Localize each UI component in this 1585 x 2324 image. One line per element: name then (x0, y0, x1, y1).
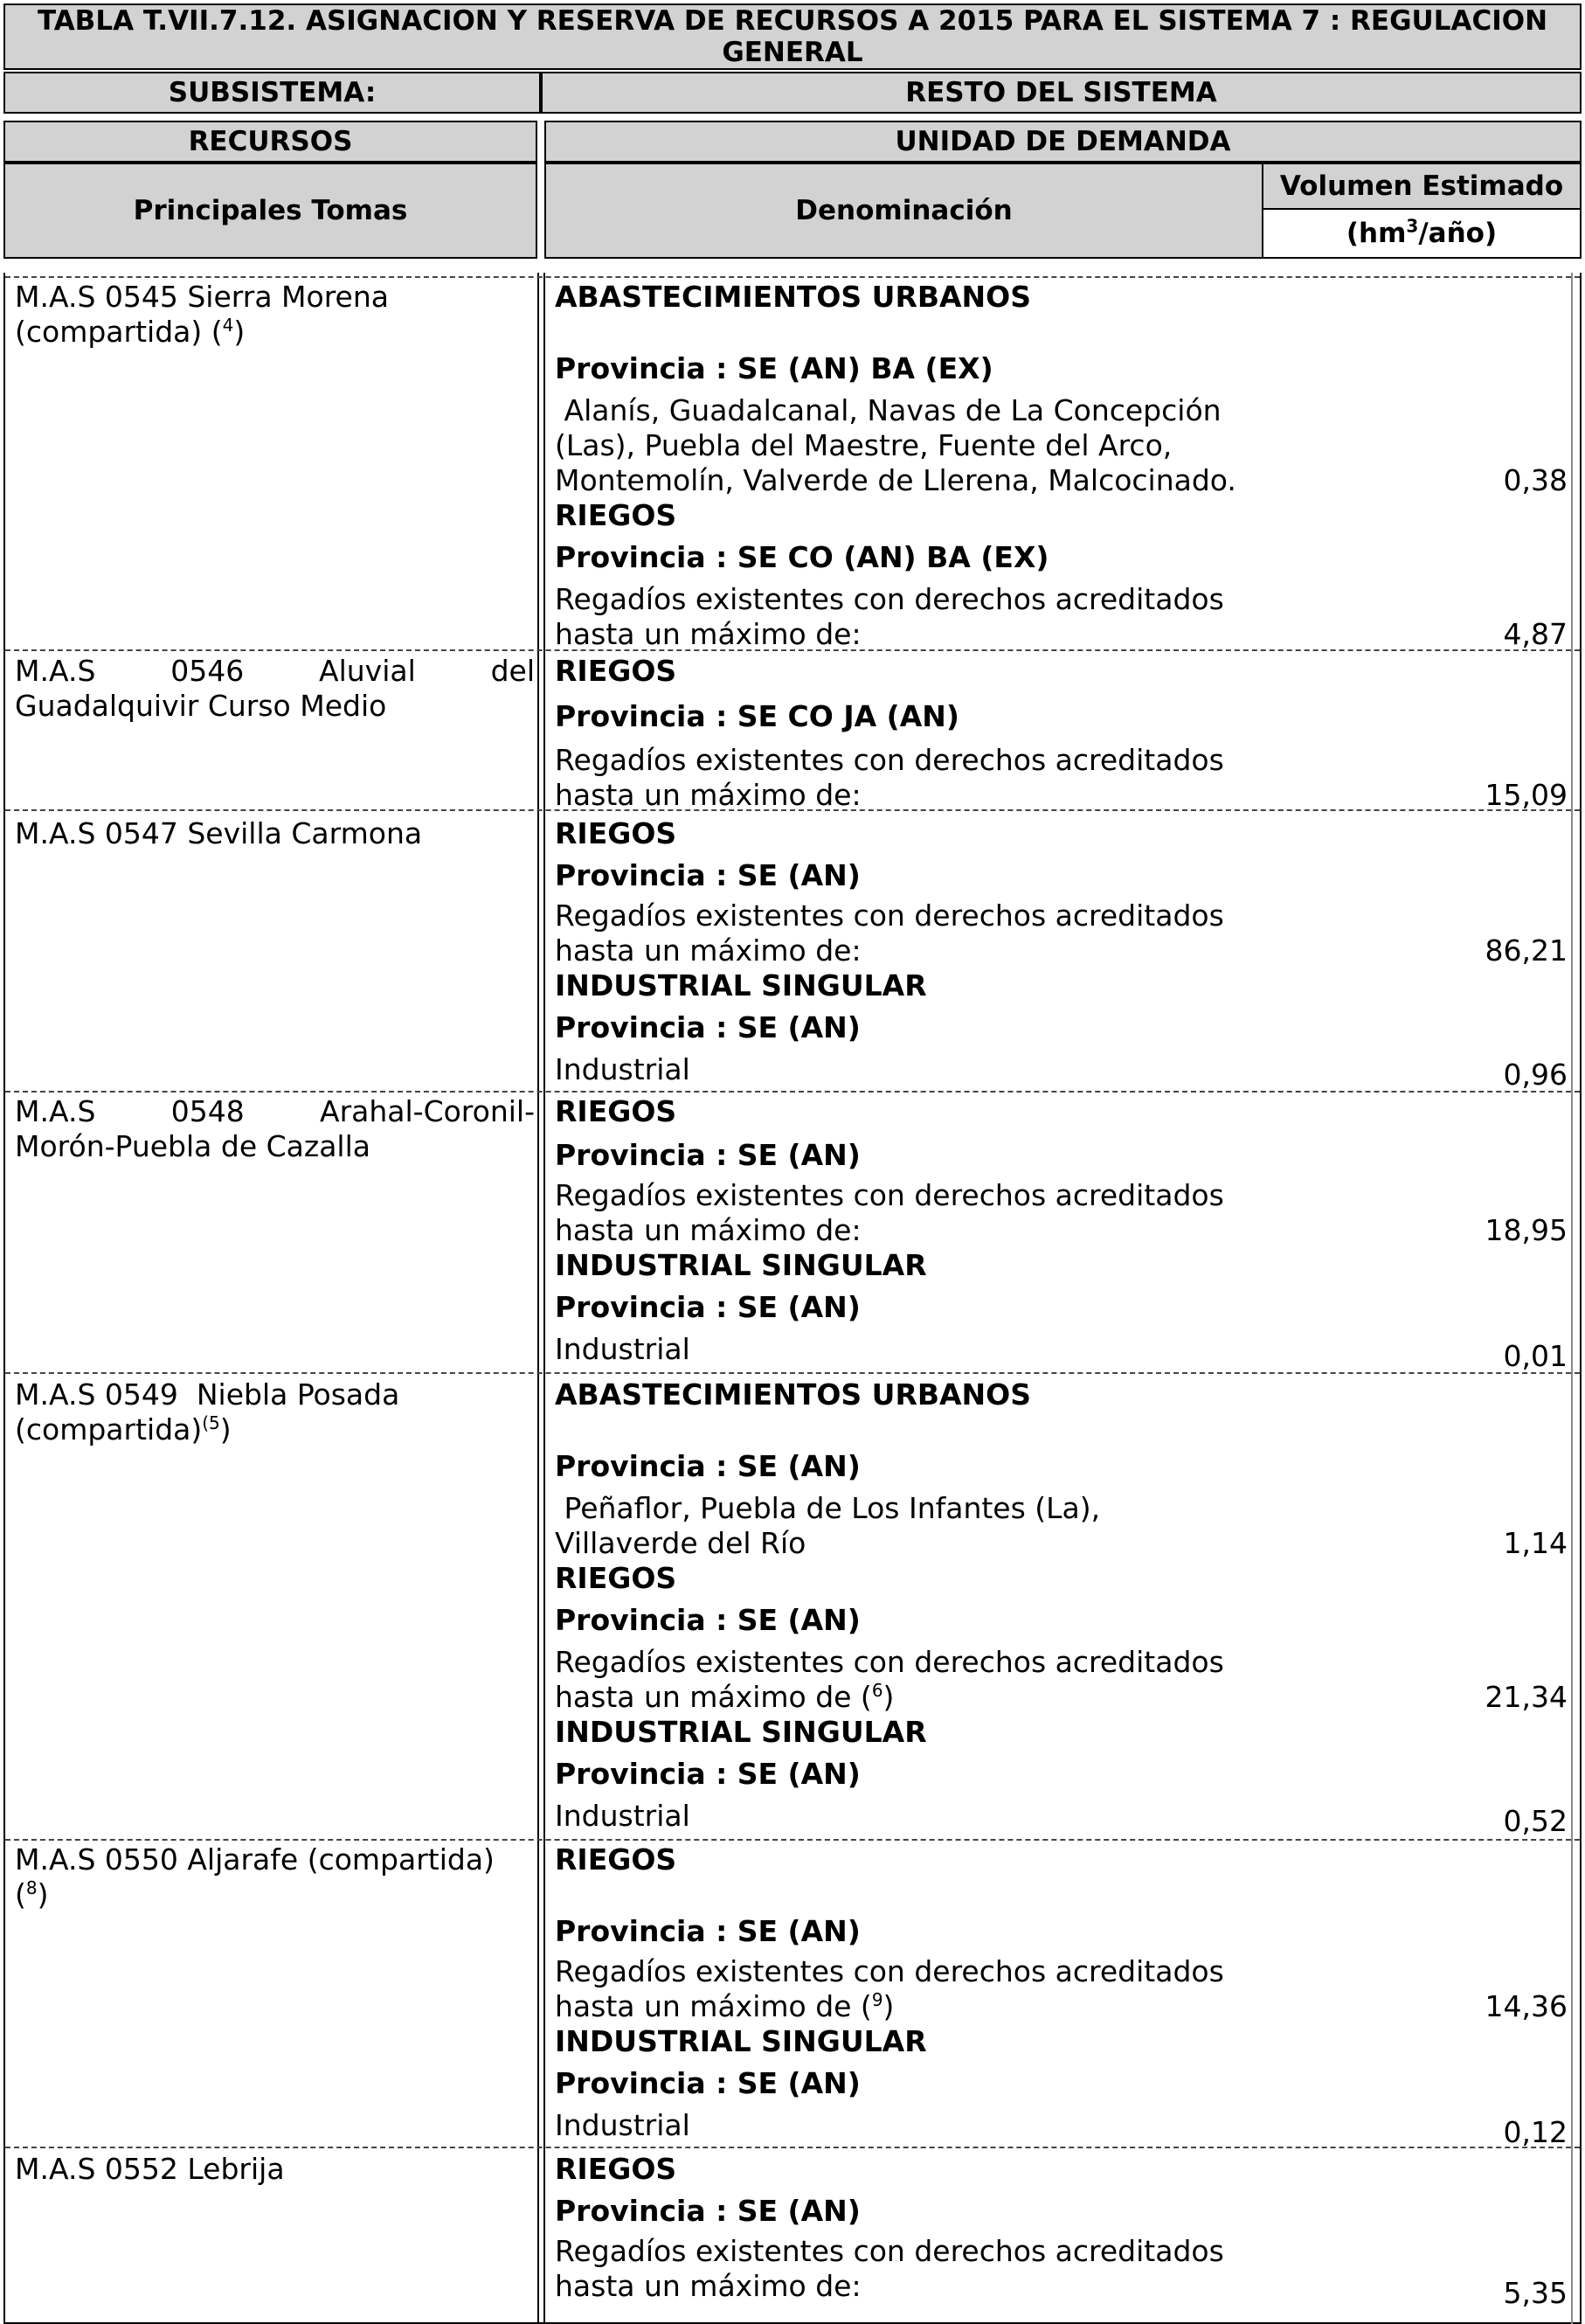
unidad-demanda-header-text: UNIDAD DE DEMANDA (895, 126, 1231, 157)
recurso-cell (15, 1094, 535, 1164)
recurso-line: M.A.S 0545 Sierra Morena (15, 280, 389, 314)
category-heading: INDUSTRIAL SINGULAR (555, 1715, 927, 1749)
category-heading: RIEGOS (555, 2152, 677, 2186)
units-header (1262, 208, 1582, 259)
row-separator (5, 1091, 1580, 1093)
description-line: Industrial (555, 2108, 690, 2142)
description-line: hasta un máximo de ($^9$) (555, 1989, 895, 2023)
recurso-cell (15, 2152, 535, 2187)
description-line: hasta un máximo de: (555, 1213, 862, 1247)
volume-value: 18,95 (1485, 1213, 1568, 1247)
province-heading: Provincia : SE (AN) (555, 1290, 861, 1324)
subsistema-label-text: SUBSISTEMA: (168, 77, 377, 108)
province-heading: Provincia : SE (AN) BA (EX) (555, 351, 993, 385)
column-divider (537, 273, 539, 2324)
category-heading: INDUSTRIAL SINGULAR (555, 968, 927, 1002)
row-separator (5, 276, 1580, 278)
recurso-line: Morón-Puebla de Cazalla (15, 1129, 370, 1163)
category-heading: ABASTECIMIENTOS URBANOS (555, 280, 1031, 314)
recurso-line: (compartida)$^{(5}$) (15, 1412, 232, 1446)
principales-tomas-header (3, 163, 537, 259)
description-line: hasta un máximo de: (555, 2269, 862, 2303)
description-line: hasta un máximo de: (555, 933, 862, 968)
denominacion-header (544, 163, 1263, 259)
category-heading: RIEGOS (555, 816, 677, 850)
category-heading: RIEGOS (555, 498, 677, 532)
volume-value: 4,87 (1503, 617, 1568, 651)
province-heading: Provincia : SE CO (AN) BA (EX) (555, 540, 1049, 574)
volume-value: 0,52 (1503, 1804, 1568, 1838)
description-line: Peñaflor, Puebla de Los Infantes (La), (555, 1491, 1101, 1525)
description-line: Regadíos existentes con derechos acreditados (555, 1178, 1224, 1212)
province-heading: Provincia : SE (AN) (555, 1138, 861, 1172)
recursos-header-text: RECURSOS (188, 126, 353, 157)
description-line: Regadíos existentes con derechos acreditados (555, 1954, 1224, 1988)
category-heading: ABASTECIMIENTOS URBANOS (555, 1377, 1031, 1412)
unidad-demanda-header (544, 121, 1582, 163)
recurso-line: M.A.S 0552 Lebrija (15, 2152, 285, 2186)
province-heading: Provincia : SE (AN) (555, 1603, 861, 1637)
description-line: Industrial (555, 1052, 690, 1086)
province-heading: Provincia : SE (AN) (555, 858, 861, 892)
principales-tomas-text: Principales Tomas (133, 195, 408, 226)
description-line: Montemolín, Valverde de Llerena, Malcocinado. (555, 463, 1236, 497)
recurso-line: M.A.S 0549 Niebla Posada (15, 1377, 400, 1412)
category-heading: RIEGOS (555, 1561, 677, 1595)
volume-value: 1,14 (1503, 1526, 1568, 1560)
volume-value: 0,38 (1503, 463, 1568, 497)
volume-value: 15,09 (1485, 778, 1568, 812)
table-title (3, 3, 1582, 70)
recursos-header (3, 121, 537, 163)
description-line: Industrial (555, 1332, 690, 1366)
category-heading: RIEGOS (555, 1842, 677, 1877)
volume-value: 5,35 (1503, 2276, 1568, 2310)
subsistema-label (3, 72, 541, 114)
province-heading: Provincia : SE (AN) (555, 1010, 861, 1044)
category-heading: RIEGOS (555, 654, 677, 688)
description-line: hasta un máximo de: (555, 617, 862, 651)
category-heading: INDUSTRIAL SINGULAR (555, 2024, 927, 2058)
description-line: Industrial (555, 1799, 690, 1833)
recurso-line: (compartida) ($^4$) (15, 315, 246, 349)
category-heading: INDUSTRIAL SINGULAR (555, 1248, 927, 1282)
volume-value: 86,21 (1485, 933, 1568, 968)
recurso-line: M.A.S 0548 Arahal-Coronil- (15, 1094, 535, 1128)
description-line: Regadíos existentes con derechos acreditados (555, 2234, 1224, 2268)
recurso-cell (15, 1842, 535, 1912)
subsistema-value (541, 72, 1582, 114)
denominacion-text: Denominación (795, 195, 1013, 226)
province-heading: Provincia : SE (AN) (555, 2194, 861, 2228)
volume-value: 0,96 (1503, 1058, 1568, 1092)
volume-value: 21,34 (1485, 1680, 1568, 1714)
recurso-line: M.A.S 0546 Aluvial del (15, 654, 535, 688)
volume-value: 0,01 (1503, 1339, 1568, 1373)
volumen-estimado-text: Volumen Estimado (1279, 170, 1564, 202)
recurso-line: ($^8$) (15, 1877, 49, 1911)
description-line: Villaverde del Río (555, 1526, 806, 1560)
recurso-line: M.A.S 0550 Aljarafe (compartida) (15, 1842, 495, 1877)
description-line: Regadíos existentes con derechos acreditados (555, 898, 1224, 933)
description-line: hasta un máximo de: (555, 778, 862, 812)
category-heading: RIEGOS (555, 1094, 677, 1128)
description-line: (Las), Puebla del Maestre, Fuente del Arco, (555, 428, 1173, 462)
recurso-cell (15, 1377, 535, 1447)
recurso-cell (15, 654, 535, 724)
table-title-text: TABLA T.VII.7.12. ASIGNACION Y RESERVA DE RECURSOS A 2015 PARA EL SISTEMA 7 : REGULACION GENERAL (37, 5, 1548, 68)
description-line: Regadíos existentes con derechos acreditados (555, 1645, 1224, 1679)
description-line: Regadíos existentes con derechos acreditados (555, 743, 1224, 777)
column-divider (543, 273, 545, 2324)
description-line: hasta un máximo de ($^6$) (555, 1680, 895, 1714)
recurso-line: Guadalquivir Curso Medio (15, 689, 387, 723)
description-line: Regadíos existentes con derechos acreditados (555, 582, 1224, 616)
province-heading: Provincia : SE (AN) (555, 1914, 861, 1948)
recurso-cell (15, 280, 535, 350)
units-text: $(hm^3/año)$ (1346, 215, 1498, 249)
description-line: Alanís, Guadalcanal, Navas de La Concepción (555, 393, 1222, 427)
volume-value: 14,36 (1485, 1989, 1568, 2023)
column-divider-right (1571, 273, 1573, 2324)
row-separator (5, 1839, 1580, 1841)
row-separator (5, 2147, 1580, 2148)
volumen-estimado-header (1262, 163, 1582, 210)
province-heading: Provincia : SE (AN) (555, 1757, 861, 1791)
province-heading: Provincia : SE (AN) (555, 2066, 861, 2100)
subsistema-value-text: RESTO DEL SISTEMA (905, 77, 1217, 108)
volume-value: 0,12 (1503, 2115, 1568, 2149)
province-heading: Provincia : SE (AN) (555, 1449, 861, 1483)
province-heading: Provincia : SE CO JA (AN) (555, 699, 959, 733)
recurso-cell (15, 816, 535, 851)
row-separator (5, 1372, 1580, 1374)
recurso-line: M.A.S 0547 Sevilla Carmona (15, 816, 423, 850)
